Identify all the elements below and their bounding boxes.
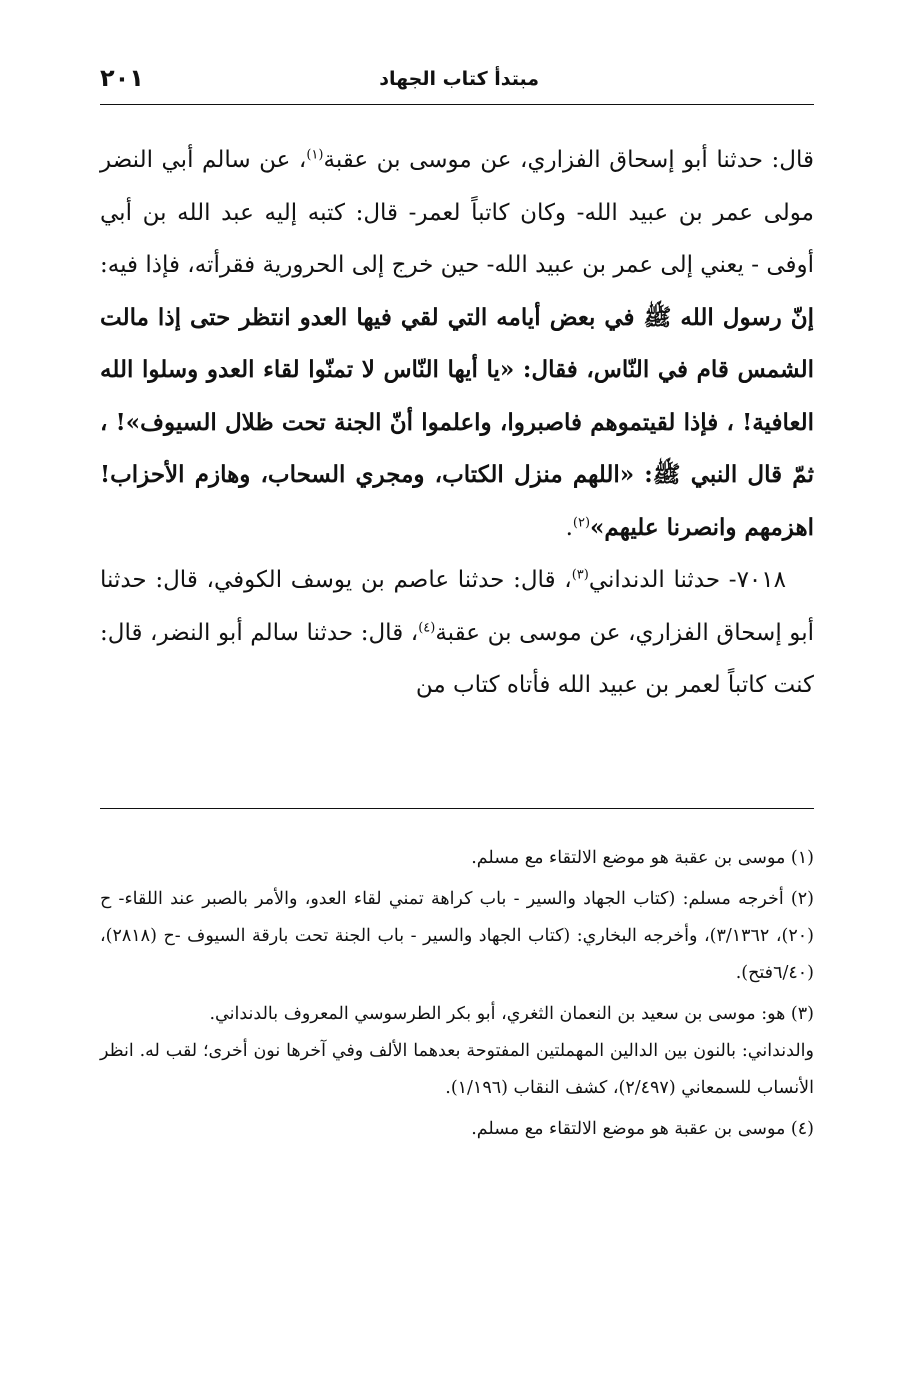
footnote-2: (٢) أخرجه مسلم: (كتاب الجهاد والسير - باب كراهة تمني لقاء العدو، والأمر بالصبر عند اللقاء- ح (٢٠)، ٣/١٣٦٢)، وأخرجه البخاري: (كتاب الجهاد والسير - باب الجنة تحت بارقة السيوف -ح (٢٨١٨)، (٦/٤٠فتح). xyxy=(100,889,814,983)
text-run: ، قال: حدثنا سالم أبو النضر، قال: كنت كاتباً لعمر بن عبيد الله فأتاه كتاب من xyxy=(100,619,814,698)
main-text xyxy=(100,134,814,712)
hadith-matn: إنّ رسول الله ﷺ في بعض أيامه التي لقي فيها العدو انتظر حتى إذا مالت الشمس قام في النّاس، فقال: xyxy=(100,303,814,383)
footnote-3: (٣) هو: موسى بن سعيد بن النعمان الثغري، أبو بكر الطرسوسي المعروف بالدنداني. xyxy=(209,1004,814,1024)
footnote-ref: (٣) xyxy=(571,567,589,583)
footnote-ref: (١) xyxy=(306,147,324,163)
footnote-separator xyxy=(100,808,814,809)
text-run: ، قال: حدثنا عاصم بن يوسف الكوفي، قال: حدثنا أبو إسحاق الفزاري، عن موسى بن عقبة xyxy=(100,567,814,646)
running-header xyxy=(100,62,814,102)
footnote-3-continued: والدنداني: بالنون بين الدالين المهملتين المفتوحة بعدهما الألف وفي آخرها نون أخرى؛ لقب له. انظر الأنساب للسمعاني (٢/٤٩٧)، كشف النقاب (١/١٩٦). xyxy=(100,1041,814,1098)
footnote-ref: (٢) xyxy=(572,514,591,530)
hadith-paragraph xyxy=(100,134,814,554)
footnote-ref: (٤) xyxy=(418,619,436,635)
footnote-1: (١) موسى بن عقبة هو موضع الالتقاء مع مسلم. xyxy=(471,848,814,868)
hadith-paragraph xyxy=(100,554,814,712)
footnote-4: (٤) موسى بن عقبة هو موضع الالتقاء مع مسلم. xyxy=(471,1119,814,1139)
hadith-quote: «يا أيها النّاس لا تمنّوا لقاء العدو وسلوا الله العافية! ، فإذا لقيتموهم فاصبروا، واعلموا أنّ الجنة تحت ظلال السيوف»! ، ثمّ قال النبي ﷺ: «اللهم منزل الكتاب، ومجري السحاب، وهازم الأحزاب! اهزمهم وانصرنا عليهم» xyxy=(100,356,814,541)
text-run: ، عن سالم أبي النضر مولى عمر بن عبيد الله- وكان كاتباً لعمر- قال: كتبه إليه عبد الله بن أبي أوفى - يعني إلى عمر بن عبيد الله- حين خرج إلى الحرورية فقرأته، فإذا فيه: xyxy=(100,147,814,278)
header-rule xyxy=(100,104,814,105)
page-number: ٢٠١ xyxy=(100,64,144,92)
chapter-title: مبتدأ كتاب الجهاد xyxy=(379,68,539,90)
text-run: ٧٠١٨- حدثنا الدنداني xyxy=(588,567,786,593)
footnotes xyxy=(100,840,814,1148)
text-run: قال: حدثنا أبو إسحاق الفزاري، عن موسى بن عقبة xyxy=(323,147,814,173)
text-run: . xyxy=(565,514,573,541)
